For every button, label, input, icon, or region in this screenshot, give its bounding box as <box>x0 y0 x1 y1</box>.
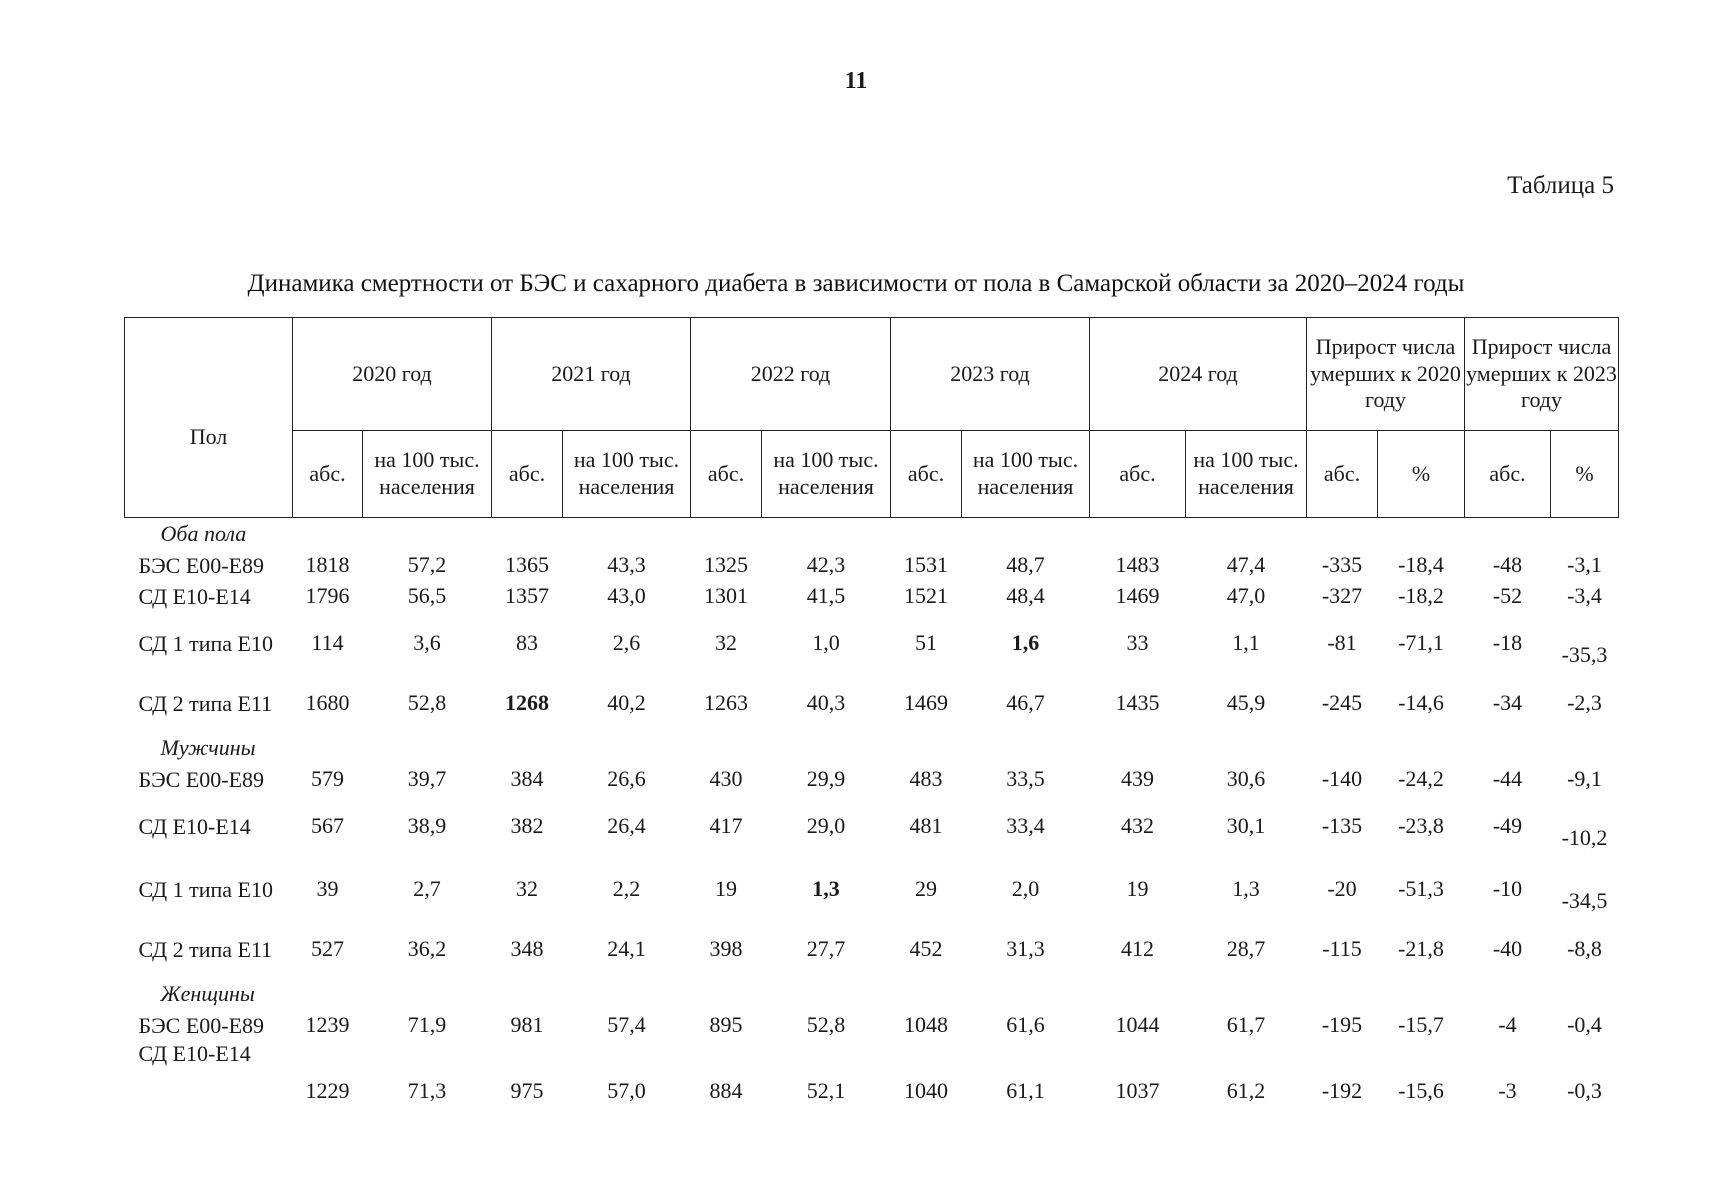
table-cell: 430 <box>709 766 743 792</box>
table-cell: 31,3 <box>1006 936 1045 962</box>
table-cell: 1037 <box>1115 1078 1160 1104</box>
section-header <box>125 978 1619 1010</box>
table-cell: -140 <box>1321 766 1363 792</box>
table-cell: 45,9 <box>1226 690 1266 716</box>
table-cell: 56,5 <box>407 583 447 609</box>
table-cell: 2,7 <box>413 876 441 902</box>
table-cell: 384 <box>510 766 544 792</box>
table-row <box>125 550 1619 581</box>
table-cell: 26,4 <box>607 813 646 839</box>
table-cell: 52,8 <box>407 690 447 716</box>
row-label: БЭС Е00-Е89 <box>138 766 265 792</box>
table-cell: 41,5 <box>806 583 846 609</box>
table-cell: -51,3 <box>1398 876 1444 902</box>
table-cell: 48,4 <box>1006 583 1045 609</box>
table-cell: -115 <box>1322 936 1362 962</box>
table-cell: 2,6 <box>612 630 641 656</box>
table-cell: 1048 <box>904 1012 948 1038</box>
table-cell: 52,1 <box>806 1078 846 1104</box>
table-cell: 29,9 <box>806 766 846 792</box>
header-pol: Пол <box>125 318 293 518</box>
table-cell: 19 <box>715 876 737 902</box>
table-cell: -35,3 <box>1561 642 1608 668</box>
header-per100k: на 100 тыс. населения <box>1186 431 1307 518</box>
table-cell: -18,4 <box>1398 552 1444 578</box>
table-cell: 32 <box>715 630 737 656</box>
table-cell: 412 <box>1121 936 1154 962</box>
table-cell: 527 <box>311 936 344 962</box>
table-cell: 432 <box>1121 813 1154 839</box>
table-cell: 57,0 <box>607 1078 646 1104</box>
table-cell: -10 <box>1492 876 1523 902</box>
table-cell: -18,2 <box>1398 583 1444 609</box>
header-abs: абс. <box>293 431 363 518</box>
table-cell: -3 <box>1498 1078 1517 1104</box>
table-cell: 1040 <box>904 1078 948 1104</box>
table-cell: 71,3 <box>407 1078 447 1104</box>
row-label: СД 2 типа Е11 <box>138 690 273 716</box>
table-cell: -245 <box>1321 690 1363 716</box>
table-cell: 1044 <box>1115 1012 1160 1038</box>
table-cell: 1,0 <box>812 630 840 656</box>
table-cell: 1268 <box>505 690 549 716</box>
table-row <box>125 921 1619 978</box>
table-cell: -3,4 <box>1567 583 1602 609</box>
table-cell: -335 <box>1321 552 1363 578</box>
table-cell: 1,1 <box>1232 630 1260 656</box>
table-cell: 33 <box>1126 630 1149 656</box>
header-abs: абс. <box>891 431 962 518</box>
table-cell: -20 <box>1327 876 1357 902</box>
table-cell: -34 <box>1492 690 1523 716</box>
table-cell: -9,1 <box>1567 766 1602 792</box>
table-cell: 895 <box>709 1012 743 1038</box>
table-cell: 1365 <box>505 552 549 578</box>
section-title: Мужчины <box>160 734 256 760</box>
row-label: СД 2 типа Е11 <box>138 936 273 962</box>
table-cell: 48,7 <box>1006 552 1045 578</box>
table-cell: -0,3 <box>1567 1078 1602 1104</box>
header-abs: абс. <box>1090 431 1186 518</box>
table-cell: 57,2 <box>407 552 447 578</box>
row-label: СД Е10-Е14 <box>138 1041 251 1066</box>
table-cell: -21,8 <box>1398 936 1444 962</box>
header-year-2020: 2020 год <box>293 318 492 431</box>
table-cell: 61,2 <box>1226 1078 1266 1104</box>
table-header <box>125 318 1619 518</box>
table-row <box>125 858 1619 921</box>
header-per100k: на 100 тыс. населения <box>363 431 492 518</box>
header-year-2023: 2023 год <box>891 318 1090 431</box>
table-cell: -81 <box>1327 630 1357 656</box>
table-body <box>125 518 1619 1112</box>
table-row <box>125 795 1619 858</box>
table-cell: 2,2 <box>612 876 641 902</box>
table-title: Динамика смертности от БЭС и сахарного диабета в зависимости от пола в Самарской области за 2020–2024 годы <box>247 270 1465 297</box>
table-cell: 51 <box>915 630 937 656</box>
table-cell: 975 <box>510 1078 544 1104</box>
table-cell: 19 <box>1126 876 1149 902</box>
header-per100k: на 100 тыс. населения <box>563 431 691 518</box>
table-cell: 40,2 <box>607 690 646 716</box>
table-cell: 26,6 <box>607 766 646 792</box>
table-cell: 1796 <box>305 583 350 609</box>
table-cell: 1818 <box>305 552 350 578</box>
table-cell: -18 <box>1492 630 1523 656</box>
table-cell: -34,5 <box>1561 888 1608 914</box>
table-cell: 29 <box>915 876 937 902</box>
header-year-2024: 2024 год <box>1090 318 1307 431</box>
table-cell: 398 <box>709 936 743 962</box>
table-label: Таблица 5 <box>1507 172 1614 199</box>
section-title: Оба пола <box>160 520 247 546</box>
table-row <box>125 612 1619 675</box>
table-cell: -15,6 <box>1398 1078 1444 1104</box>
section-title: Женщины <box>160 980 255 1006</box>
row-label: БЭС Е00-Е89 <box>138 1012 265 1038</box>
header-growth-2023: Прирост числа умерших к 2023 году <box>1465 318 1619 431</box>
table-cell: 1325 <box>704 552 748 578</box>
table-cell: 1469 <box>904 690 948 716</box>
header-abs: абс. <box>1307 431 1378 518</box>
header-abs: абс. <box>691 431 762 518</box>
table-cell: 61,1 <box>1006 1078 1045 1104</box>
table-cell: -48 <box>1492 552 1523 578</box>
table-cell: 1229 <box>305 1078 350 1104</box>
table-cell: -15,7 <box>1398 1012 1444 1038</box>
table-cell: 52,8 <box>806 1012 846 1038</box>
table-cell: -3,1 <box>1567 552 1602 578</box>
table-cell: 1483 <box>1115 552 1160 578</box>
table-cell: 382 <box>510 813 544 839</box>
table-cell: 83 <box>516 630 538 656</box>
header-growth-2020: Прирост числа умерших к 2020 году <box>1307 318 1465 431</box>
table-cell: 57,4 <box>607 1012 646 1038</box>
table-cell: 32 <box>516 876 538 902</box>
row-label: СД Е10-Е14 <box>138 813 251 839</box>
table-cell: -135 <box>1321 813 1363 839</box>
row-label: БЭС Е00-Е89 <box>138 552 265 578</box>
table-cell: 452 <box>909 936 943 962</box>
table-cell: 417 <box>709 813 743 839</box>
table-cell: -0,4 <box>1567 1012 1602 1038</box>
table-cell: -71,1 <box>1398 630 1444 656</box>
table-cell: -10,2 <box>1561 825 1608 851</box>
row-label: СД 1 типа Е10 <box>138 876 273 902</box>
table-cell: 40,3 <box>806 690 846 716</box>
header-pct: % <box>1378 431 1465 518</box>
table-cell: 1,6 <box>1011 630 1040 656</box>
table-cell: 61,7 <box>1226 1012 1266 1038</box>
table-cell: 1239 <box>305 1012 350 1038</box>
header-per100k: на 100 тыс. населения <box>762 431 891 518</box>
table-row <box>125 1010 1619 1041</box>
table-cell: 1,3 <box>1232 876 1260 902</box>
table-row <box>125 764 1619 795</box>
table-cell: 47,4 <box>1226 552 1266 578</box>
table-cell: 884 <box>709 1078 743 1104</box>
table-cell: -14,6 <box>1398 690 1444 716</box>
table-cell: 43,3 <box>607 552 646 578</box>
table-cell: -327 <box>1321 583 1363 609</box>
table-cell: -2,3 <box>1567 690 1602 716</box>
table-cell: 439 <box>1121 766 1154 792</box>
table-row <box>125 675 1619 732</box>
header-year-2021: 2021 год <box>492 318 691 431</box>
table-cell: 567 <box>311 813 344 839</box>
table-cell: -8,8 <box>1567 936 1602 962</box>
table-cell: 39 <box>316 876 339 902</box>
table-cell: 114 <box>311 630 344 656</box>
table-cell: 348 <box>510 936 544 962</box>
table-cell: 43,0 <box>607 583 646 609</box>
table-cell: 36,2 <box>407 936 447 962</box>
table-cell: -4 <box>1498 1012 1517 1038</box>
table-cell: 30,1 <box>1226 813 1266 839</box>
table-cell: 2,0 <box>1011 876 1040 902</box>
table-cell: 481 <box>909 813 943 839</box>
table-cell: 61,6 <box>1006 1012 1045 1038</box>
table-cell: -195 <box>1321 1012 1363 1038</box>
table-cell: 27,7 <box>806 936 846 962</box>
row-label: СД 1 типа Е10 <box>138 630 273 656</box>
table-cell: 46,7 <box>1006 690 1045 716</box>
table-cell: -24,2 <box>1398 766 1444 792</box>
table-cell: 28,7 <box>1226 936 1266 962</box>
table-cell: 579 <box>311 766 344 792</box>
table-row <box>125 581 1619 612</box>
table-cell: 1435 <box>1115 690 1160 716</box>
table-cell: -52 <box>1492 583 1523 609</box>
table-cell: 1469 <box>1115 583 1160 609</box>
table-cell: 1,3 <box>812 876 840 902</box>
table-cell: 1263 <box>704 690 748 716</box>
table-cell: 47,0 <box>1226 583 1266 609</box>
mortality-table <box>124 317 1619 1111</box>
table-cell: 29,0 <box>806 813 846 839</box>
header-pct: % <box>1551 431 1619 518</box>
section-header <box>125 518 1619 551</box>
table-cell: 3,6 <box>413 630 441 656</box>
table-cell: -49 <box>1492 813 1523 839</box>
table-cell: 483 <box>909 766 943 792</box>
table-cell: 71,9 <box>407 1012 447 1038</box>
table-cell: 1357 <box>505 583 549 609</box>
header-abs: абс. <box>1465 431 1551 518</box>
table-cell: 39,7 <box>407 766 447 792</box>
table-cell: 33,5 <box>1006 766 1045 792</box>
table-cell: -23,8 <box>1398 813 1444 839</box>
table-cell: 1301 <box>704 583 748 609</box>
row-label: СД Е10-Е14 <box>138 583 251 609</box>
table-cell: 30,6 <box>1226 766 1266 792</box>
section-header <box>125 732 1619 764</box>
table-cell: 981 <box>510 1012 544 1038</box>
table-cell: -44 <box>1492 766 1523 792</box>
table-cell: 1531 <box>904 552 948 578</box>
page-number: 11 <box>844 68 868 94</box>
header-per100k: на 100 тыс. населения <box>962 431 1090 518</box>
table-row <box>125 1041 1619 1111</box>
table-cell: 42,3 <box>806 552 846 578</box>
header-abs: абс. <box>492 431 563 518</box>
table-cell: 33,4 <box>1006 813 1045 839</box>
table-cell: -192 <box>1321 1078 1363 1104</box>
table-cell: 38,9 <box>407 813 447 839</box>
table-cell: 1521 <box>904 583 948 609</box>
header-year-2022: 2022 год <box>691 318 891 431</box>
table-cell: 1680 <box>305 690 350 716</box>
table-cell: 24,1 <box>607 936 646 962</box>
table-cell: -40 <box>1492 936 1523 962</box>
